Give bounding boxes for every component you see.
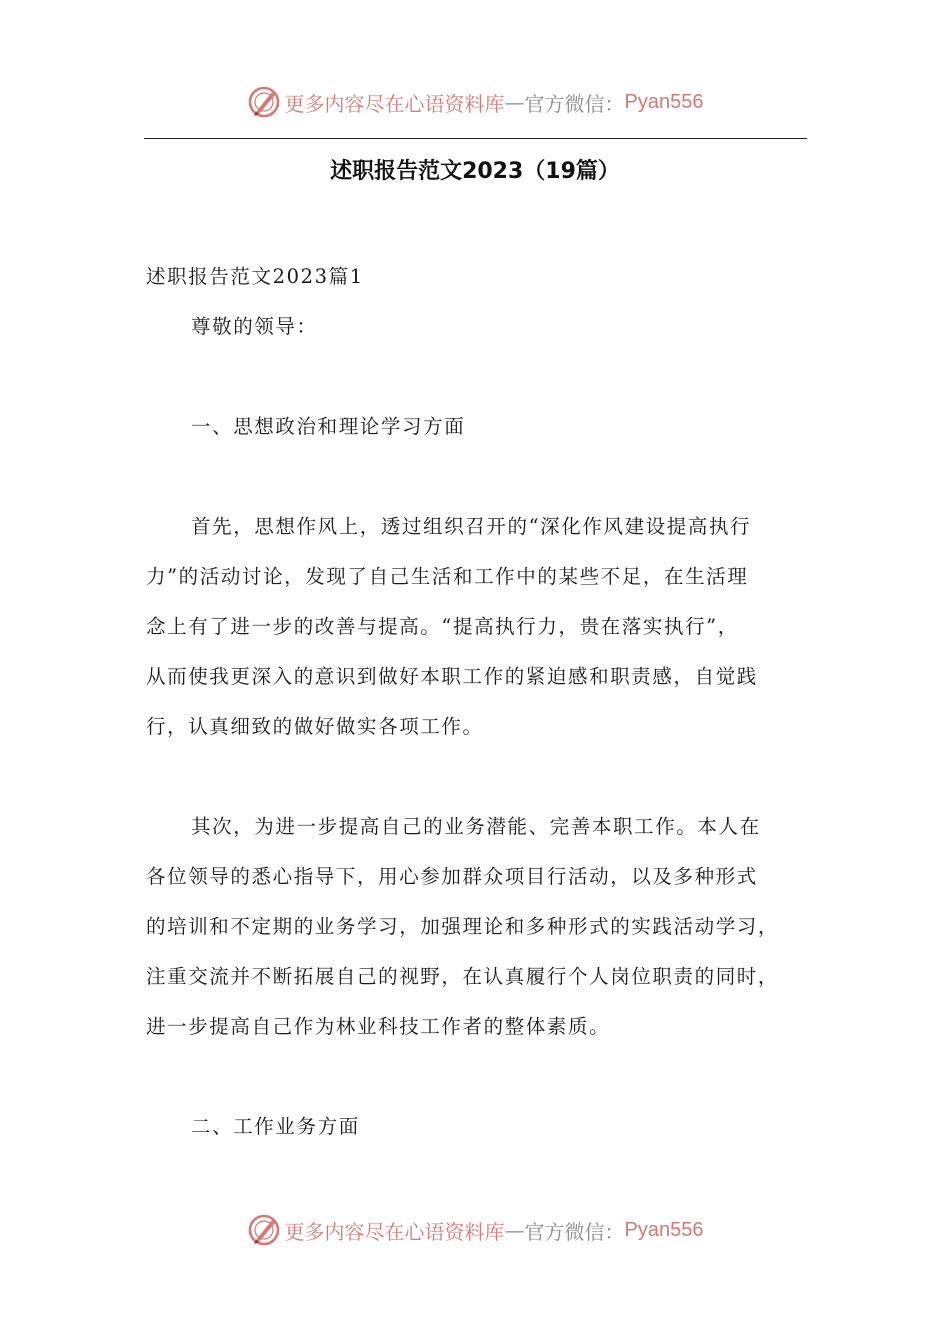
header-banner (0, 82, 950, 122)
banner-wechat-id: Pyan556 (624, 1218, 704, 1241)
paragraph-line: 念上有了进一步的改善与提高。“提高执行力，贵在落实执行”， (146, 615, 739, 638)
paragraph-line: 力”的活动讨论，发现了自己生活和工作中的某些不足，在生活理 (146, 565, 749, 588)
pen-logo-icon (247, 1212, 283, 1248)
banner-separator: — (504, 90, 525, 114)
paragraph-1 (146, 502, 806, 752)
paragraph-2 (146, 802, 806, 1052)
banner-wechat-label: 官方微信： (524, 1219, 625, 1244)
document-title: 述职报告范文2023（19篇） (330, 159, 620, 184)
paragraph-line: 的培训和不定期的业务学习，加强理论和多种形式的实践活动学习， (146, 915, 780, 938)
paragraph-line: 进一步提高自己作为林业科技工作者的整体素质。 (146, 1015, 611, 1038)
section2-heading: 二、工作业务方面 (191, 1115, 360, 1138)
paragraph-line: 其次，为进一步提高自己的业务潜能、完善本职工作。本人在 (191, 815, 761, 838)
paragraph-line: 各位领导的悉心指导下，用心参加群众项目行活动，以及多种形式 (146, 865, 758, 888)
paragraph-line: 注重交流并不断拓展自己的视野，在认真履行个人岗位职责的同时， (146, 965, 780, 988)
subtitle: 述职报告范文2023篇1 (146, 265, 364, 288)
banner-site-text: 更多内容尽在心语资料库 (284, 91, 505, 116)
paragraph-line: 首先，思想作风上，透过组织召开的“深化作风建设提高执行 (191, 515, 752, 538)
paragraph-line: 行，认真细致的做好做实各项工作。 (146, 715, 484, 738)
document-body (146, 252, 806, 1152)
banner-wechat-label: 官方微信： (524, 91, 625, 116)
pen-logo-icon (247, 84, 283, 120)
banner-wechat-id: Pyan556 (624, 90, 704, 113)
section1-heading: 一、思想政治和理论学习方面 (191, 415, 466, 438)
footer-banner (0, 1210, 950, 1250)
header-divider (144, 138, 807, 139)
greeting: 尊敬的领导： (191, 315, 318, 338)
banner-separator: — (504, 1218, 525, 1242)
paragraph-line: 从而使我更深入的意识到做好本职工作的紧迫感和职责感，自觉践 (146, 665, 758, 688)
banner-site-text: 更多内容尽在心语资料库 (284, 1219, 505, 1244)
